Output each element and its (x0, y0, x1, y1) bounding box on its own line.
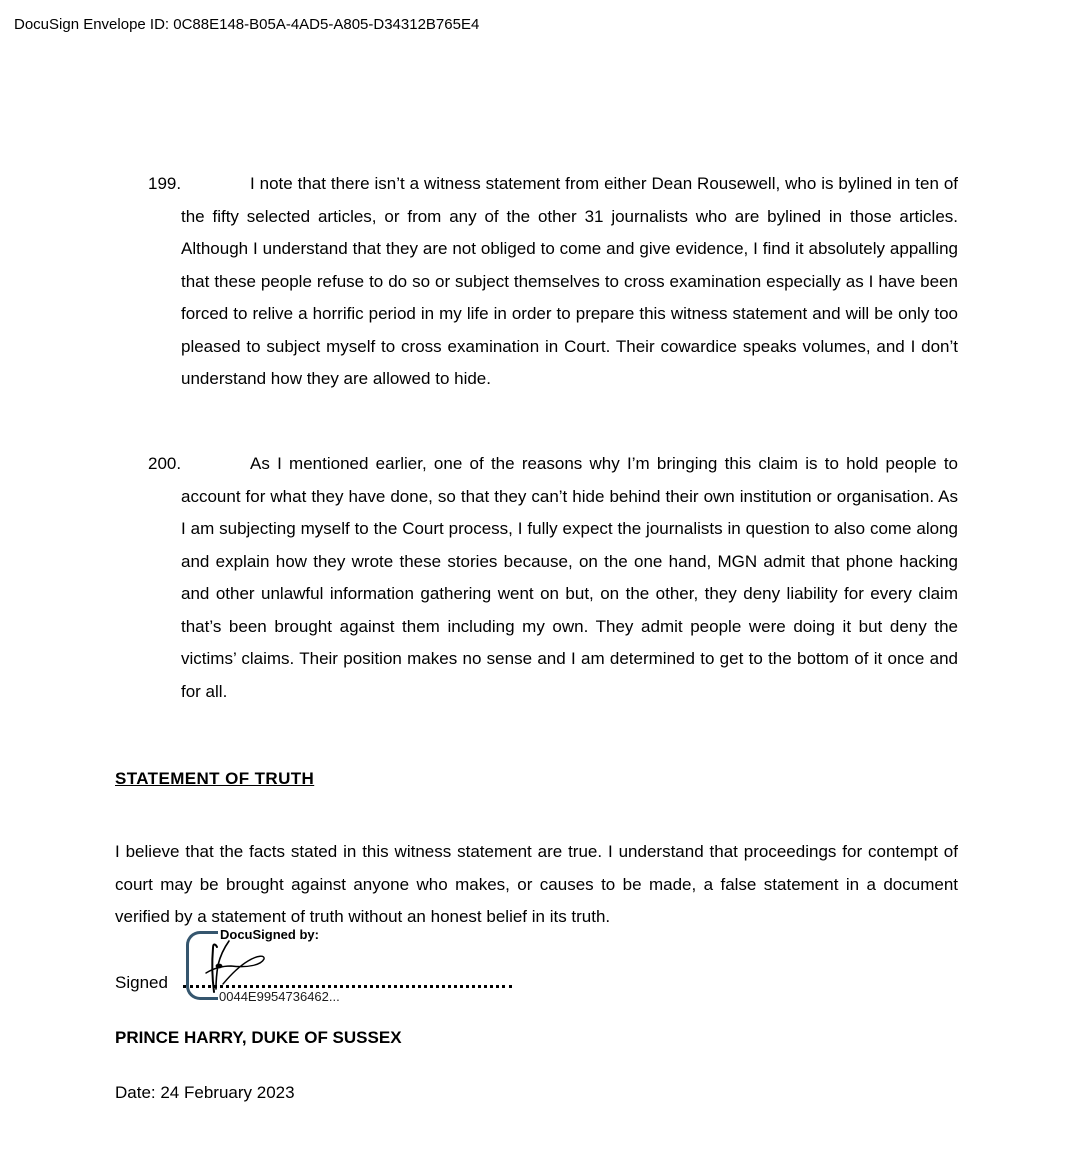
paragraph-200 (148, 448, 958, 708)
statement-of-truth-heading: STATEMENT OF TRUTH (115, 769, 315, 788)
signatory-name: PRINCE HARRY, DUKE OF SUSSEX (115, 1028, 402, 1047)
paragraph-200-number: 200. (148, 454, 182, 473)
paragraph-199-text: I note that there isn’t a witness statement from either Dean Rousewell, who is bylined in ten of the fifty selected articles, or from any of the other 31 journalists who are bylined in those articles. Although I understand that they are not obliged to come and give evidence, I find it absolutely appalling that these people refuse to do so or subject themselves to cross examination especially as I have been forced to relive a horrific period in my life in order to prepare this witness statement and will be only too pleased to subject myself to cross examination in Court. Their cowardice speaks volumes, and I don’t understand how they are allowed to hide. (181, 174, 958, 388)
paragraph-199-number: 199. (148, 174, 182, 193)
statement-of-truth-body: I believe that the facts stated in this witness statement are true. I understand that proceedings for contempt of court may be brought against anyone who makes, or causes to be made, a false statement in a document verified by a statement of truth without an honest belief in its truth. (115, 842, 958, 926)
signed-label: Signed (115, 973, 168, 992)
date-line: Date: 24 February 2023 (115, 1083, 295, 1102)
docusign-envelope-id: DocuSign Envelope ID: 0C88E148-B05A-4AD5-A805-D34312B765E4 (14, 16, 480, 33)
docusigned-by-label: DocuSigned by: (220, 927, 319, 942)
paragraph-200-text: As I mentioned earlier, one of the reasons why I’m bringing this claim is to hold people to account for what they have done, so that they can’t hide behind their own institution or organisation. As I am subjecting myself to the Court process, I fully expect the journalists in question to also come along and explain how they wrote these stories because, on the one hand, MGN admit that phone hacking and other unlawful information gathering went on but, on the other, they deny liability for every claim that’s been brought against them including my own. They admit people were doing it but deny the victims’ claims. Their position makes no sense and I am determined to get to the bottom of it once and for all. (181, 454, 958, 701)
paragraph-199 (148, 168, 958, 396)
docusign-signature-id: 0044E9954736462... (219, 989, 340, 1004)
